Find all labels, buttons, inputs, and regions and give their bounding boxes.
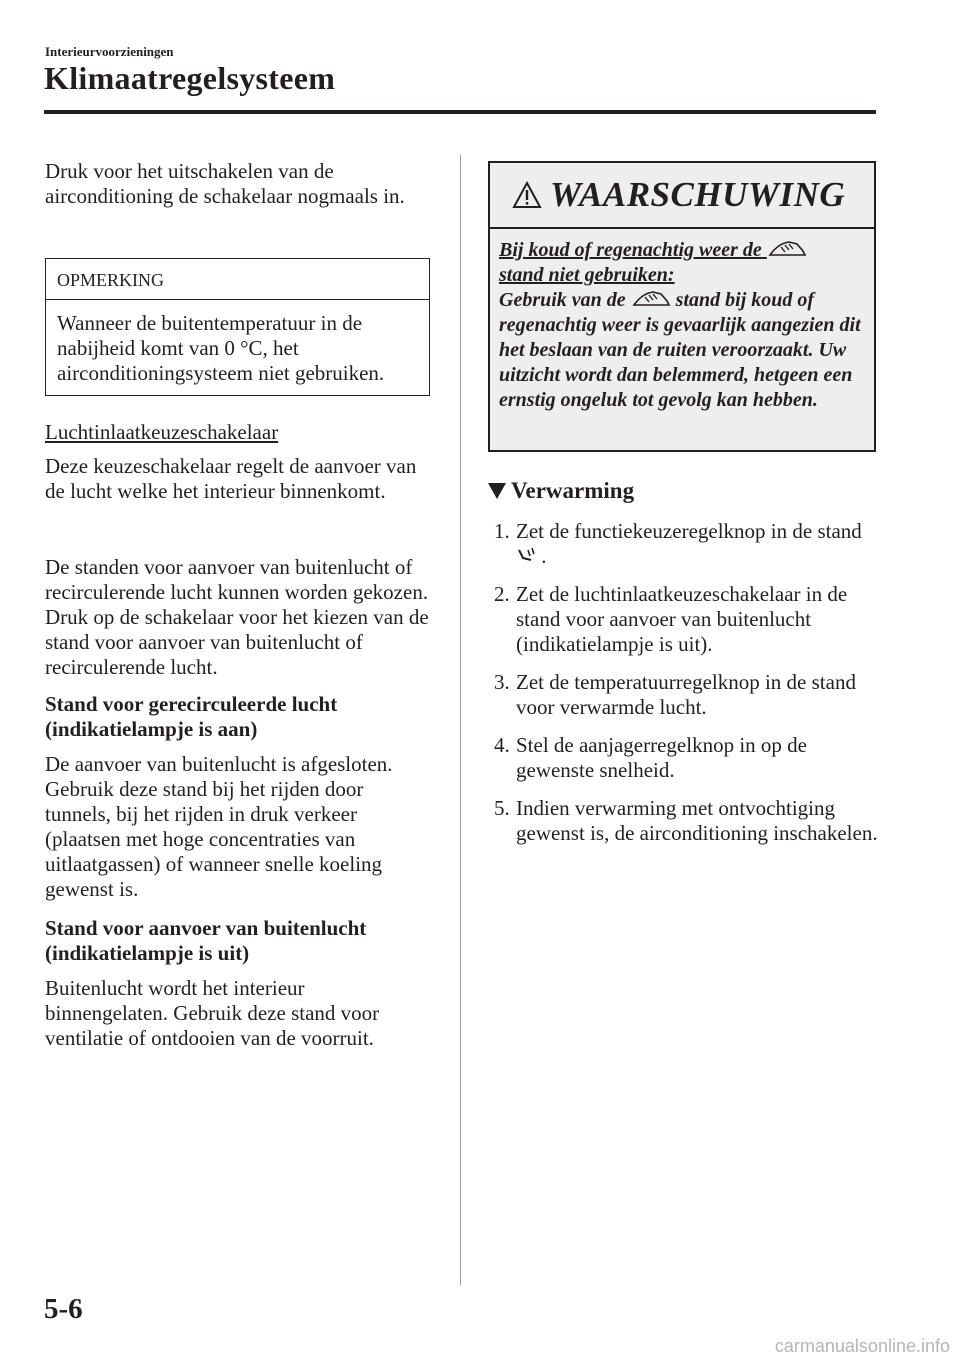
watermark: carmanualsonline.info xyxy=(774,1336,950,1356)
windshield-footwell-icon xyxy=(631,289,671,309)
note-title: OPMERKING xyxy=(46,259,429,300)
warning-header xyxy=(490,163,874,229)
warning-text: Bij koud of regenachtig weer de stand niet gebruiken: Gebruik van de stand bij koud of regenachtig weer is gevaarlijk aangezien dit het beslaan van de ruiten veroorzaakt. Uw uitzicht wordt dan belemmerd, hetgeen een ernstig ongeluk tot gevolg kan hebben. xyxy=(499,239,861,411)
warning-triangle-icon xyxy=(512,181,542,209)
chapter-title: Klimaatregelsysteem xyxy=(44,60,336,96)
step-5: 5. Indien verwarming met ontvochtiging gewenst is, de airconditioning inschakelen. xyxy=(494,796,878,845)
warning-title: WAARSCHUWING xyxy=(550,175,846,214)
intake-paragraph-2: De standen voor aanvoer van buitenlucht of recirculerende lucht kunnen worden gekozen. Druk op de schakelaar voor het kiezen van de stand voor aanvoer van buitenlucht of recirculerende lucht. xyxy=(45,555,429,679)
heating-heading: Verwarming xyxy=(488,478,634,504)
triangle-bullet-icon xyxy=(488,483,506,499)
header-rule xyxy=(44,110,876,114)
note-box xyxy=(45,258,430,396)
warning-lead: Bij koud of regenachtig weer de stand niet gebruiken: xyxy=(499,239,807,286)
section-label: Interieurvoorzieningen xyxy=(45,44,174,59)
foot-airflow-icon xyxy=(516,547,536,563)
page-number: 5-6 xyxy=(44,1293,83,1325)
recirc-heading: Stand voor gerecirculeerde lucht (indikatielampje is aan) xyxy=(45,692,338,741)
recirc-text: De aanvoer van buitenlucht is afgesloten. Gebruik deze stand bij het rijden door tunnels, bij het rijden in druk verkeer (plaatsen met hoge concentraties van uitlaatgassen) of wanneer snelle koeling gewenst is. xyxy=(45,752,393,901)
warning-box xyxy=(488,161,876,452)
step-1: 1. Zet de functiekeuzeregelknop in de stand . xyxy=(494,519,862,568)
step-2: 2. Zet de luchtinlaatkeuzeschakelaar in de stand voor aanvoer van buitenlucht (indikatielampje is uit). xyxy=(494,582,848,656)
column-divider xyxy=(460,155,461,1285)
step-4: 4. Stel de aanjagerregelknop in op de gewenste snelheid. xyxy=(494,733,807,782)
fresh-text: Buitenlucht wordt het interieur binnengelaten. Gebruik deze stand voor ventilatie of ontdooien van de voorruit. xyxy=(45,976,380,1050)
intake-paragraph-1: Deze keuzeschakelaar regelt de aanvoer van de lucht welke het interieur binnenkomt. xyxy=(45,454,417,503)
fresh-heading: Stand voor aanvoer van buitenlucht (indikatielampje is uit) xyxy=(45,916,367,965)
note-text: Wanneer de buitentemperatuur in de nabijheid komt van 0 °C, het airconditioningsysteem niet gebruiken. xyxy=(57,311,385,385)
windshield-footwell-icon xyxy=(767,239,807,259)
step-3: 3. Zet de temperatuurregelknop in de stand voor verwarmde lucht. xyxy=(494,670,856,719)
intake-heading: Luchtinlaatkeuzeschakelaar xyxy=(45,420,279,444)
intro-paragraph: Druk voor het uitschakelen van de airconditioning de schakelaar nogmaals in. xyxy=(45,159,405,208)
heating-steps xyxy=(494,519,879,859)
